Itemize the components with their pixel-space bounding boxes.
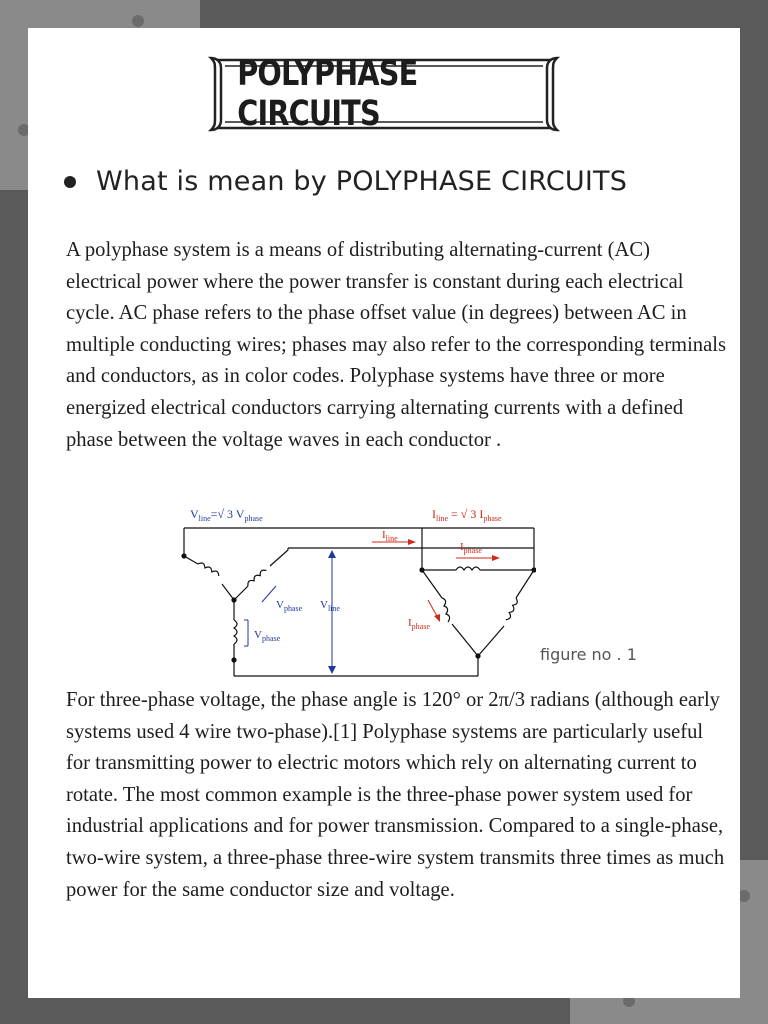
vline-label: $V_{line}$ — [320, 599, 340, 613]
vphase-label: $V_{phase}$ — [276, 599, 303, 613]
corner-decoration-left — [0, 0, 28, 190]
page-title: POLYPHASE CIRCUITS — [237, 54, 418, 134]
frame-dot — [132, 15, 144, 27]
title-banner — [205, 54, 563, 134]
paragraph-three-phase: For three-phase voltage, the phase angle is 120° or 2π/3 radians (although early systems used 4 wire two-phase).[1] Polyphase systems are particularly useful for transmitting power to electric motors which rely on alternating current to rotate. The most common example is the three-phase power system used for industrial applications and for power transmission. Compared to a single-phase, two-wire system, a three-phase three-wire system transmits three times as much power for the same conductor size and voltage. — [66, 689, 725, 901]
corner-decoration-top-left — [0, 0, 200, 28]
iline-label: $I_{line}$ — [382, 529, 398, 543]
current-equation: $I_{line}$ = √ 3 $I_{phase}$ — [432, 507, 502, 523]
voltage-annotations — [190, 507, 340, 674]
bullet-icon — [64, 176, 76, 188]
section-heading: What is mean by POLYPHASE CIRCUITS — [96, 166, 628, 197]
vphase-label-2: $V_{phase}$ — [254, 629, 281, 643]
circuit-diagram — [176, 500, 536, 680]
corner-decoration-bottom-right — [570, 998, 768, 1024]
iphase-label: $I_{phase}$ — [460, 541, 482, 555]
iphase-label-2: $I_{phase}$ — [408, 617, 430, 631]
section-heading-row — [62, 166, 722, 197]
figure-caption: figure no . 1 — [540, 645, 637, 664]
voltage-equation: $V_{line}=√$ 3 $V_{phase}$ — [190, 507, 263, 523]
paragraph-intro: A polyphase system is a means of distributing alternating-current (AC) electrical power where the power transfer is constant during each electrical cycle. AC phase refers to the phase offset value (in degrees) between AC in multiple conducting wires; phases may also refer to the corresponding terminals and conductors, as in color codes. Polyphase systems have three or more energized electrical conductors carrying alternating currents with a defined phase between the voltage waves in each conductor . — [66, 239, 726, 451]
current-annotations — [372, 507, 502, 631]
corner-decoration-right — [740, 860, 768, 1024]
